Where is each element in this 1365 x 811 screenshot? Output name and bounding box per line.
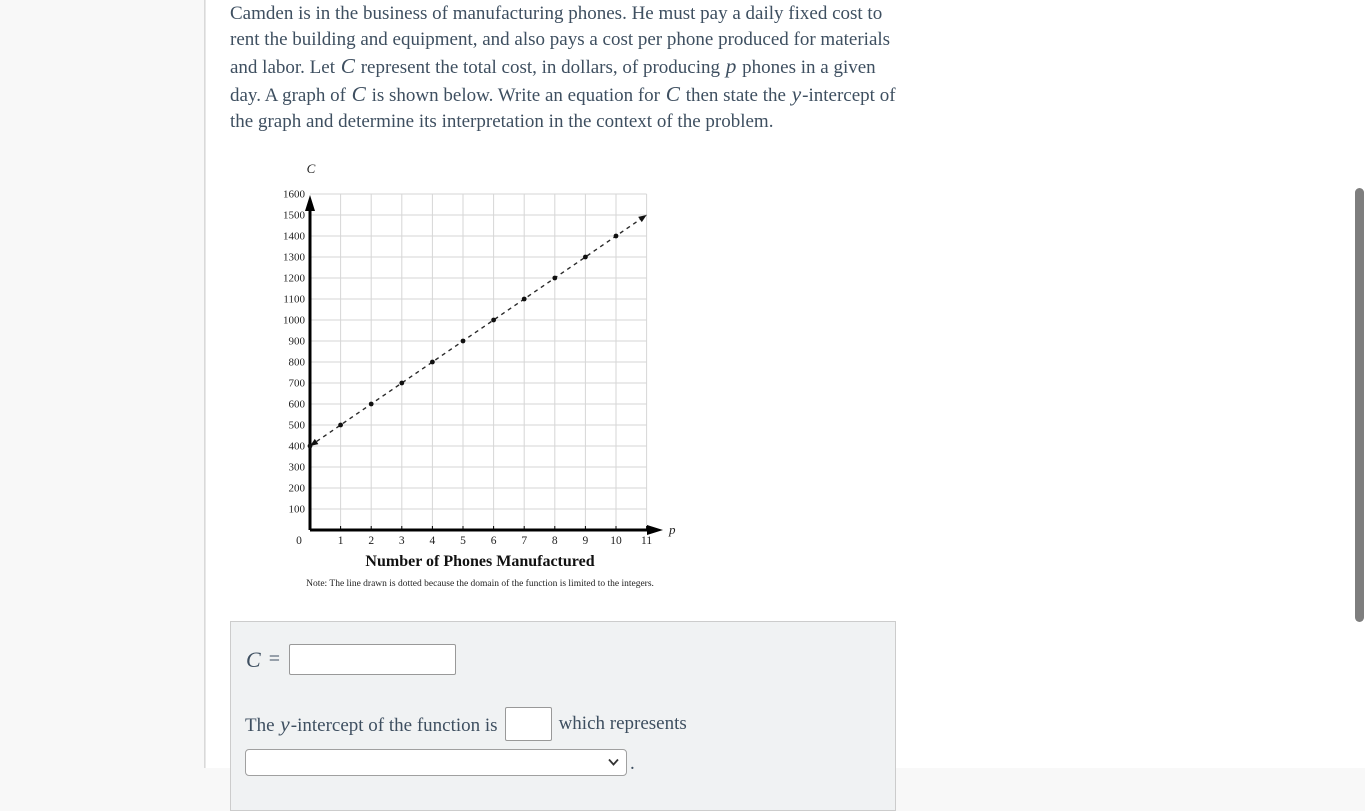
cost-graph bbox=[281, 157, 683, 553]
svg-text:1400: 1400 bbox=[283, 230, 305, 243]
intercept-statement-text bbox=[245, 712, 498, 737]
text-segment: then state the bbox=[680, 85, 791, 106]
text-segment: phones in a given day. A graph of bbox=[230, 57, 876, 106]
math-var: C bbox=[340, 54, 355, 78]
svg-text:1300: 1300 bbox=[283, 251, 305, 264]
cost-graph-svg bbox=[281, 157, 683, 553]
intercept-statement-row bbox=[245, 707, 687, 741]
text-segment: The bbox=[245, 714, 280, 736]
svg-text:1500: 1500 bbox=[283, 209, 305, 222]
math-var: y bbox=[791, 82, 802, 106]
svg-text:0: 0 bbox=[296, 535, 302, 547]
equals-sign: = bbox=[268, 648, 280, 670]
problem-text bbox=[230, 1, 896, 135]
x-axis-label: p bbox=[669, 522, 676, 537]
svg-text:1: 1 bbox=[337, 535, 344, 547]
svg-text:8: 8 bbox=[551, 535, 558, 547]
y-axis-label: C bbox=[306, 161, 316, 176]
svg-text:900: 900 bbox=[288, 335, 305, 348]
svg-text:7: 7 bbox=[521, 535, 528, 547]
svg-text:300: 300 bbox=[288, 461, 305, 474]
math-var: C bbox=[665, 82, 680, 106]
math-var: C bbox=[351, 82, 366, 106]
text-segment: represent the total cost, in dollars, of producing bbox=[355, 57, 725, 78]
svg-text:4: 4 bbox=[429, 535, 436, 547]
text-segment: Camden is in the business of manufacturing phones. He must pay a daily fixed cost to rent the building and equipment, and also pays a cost per phone produced for materials and labor. Let bbox=[230, 3, 891, 78]
svg-text:1200: 1200 bbox=[283, 272, 305, 285]
math-var: p bbox=[725, 54, 737, 78]
equation-variable-label: C bbox=[246, 646, 261, 672]
svg-text:1000: 1000 bbox=[283, 314, 305, 327]
interpretation-select-wrap bbox=[245, 749, 627, 776]
svg-text:3: 3 bbox=[398, 535, 405, 547]
y-intercept-input[interactable] bbox=[505, 707, 552, 741]
svg-text:10: 10 bbox=[610, 535, 622, 547]
graph-x-axis-title: Number of Phones Manufactured bbox=[365, 553, 595, 570]
svg-text:1100: 1100 bbox=[283, 293, 305, 306]
interpretation-select[interactable] bbox=[245, 749, 627, 776]
svg-text:400: 400 bbox=[288, 440, 305, 453]
text-segment: is shown below. Write an equation for bbox=[366, 85, 665, 106]
svg-text:9: 9 bbox=[582, 535, 589, 547]
text-segment: -intercept of the function is bbox=[290, 714, 498, 736]
equation-input[interactable] bbox=[289, 644, 456, 675]
svg-text:600: 600 bbox=[288, 398, 305, 411]
svg-text:800: 800 bbox=[288, 356, 305, 369]
svg-text:100: 100 bbox=[288, 503, 305, 516]
svg-text:200: 200 bbox=[288, 482, 305, 495]
svg-text:500: 500 bbox=[288, 419, 305, 432]
math-var: y bbox=[280, 711, 290, 736]
svg-text:700: 700 bbox=[288, 377, 305, 390]
answer-panel bbox=[230, 621, 896, 811]
sentence-period: . bbox=[630, 753, 635, 774]
svg-text:5: 5 bbox=[460, 535, 466, 547]
svg-text:6: 6 bbox=[490, 535, 497, 547]
svg-text:2: 2 bbox=[368, 535, 375, 547]
graph-note: Note: The line drawn is dotted because the domain of the function is limited to the integers. bbox=[306, 579, 654, 589]
interpretation-row bbox=[245, 749, 635, 776]
svg-text:11: 11 bbox=[641, 535, 653, 547]
equation-row bbox=[245, 644, 456, 675]
vertical-scrollbar-thumb[interactable] bbox=[1355, 188, 1364, 622]
svg-text:1600: 1600 bbox=[283, 188, 305, 201]
text-segment: -intercept of the graph and determine its interpretation in the context of the problem. bbox=[230, 85, 896, 132]
which-represents-text: which represents bbox=[558, 713, 687, 734]
